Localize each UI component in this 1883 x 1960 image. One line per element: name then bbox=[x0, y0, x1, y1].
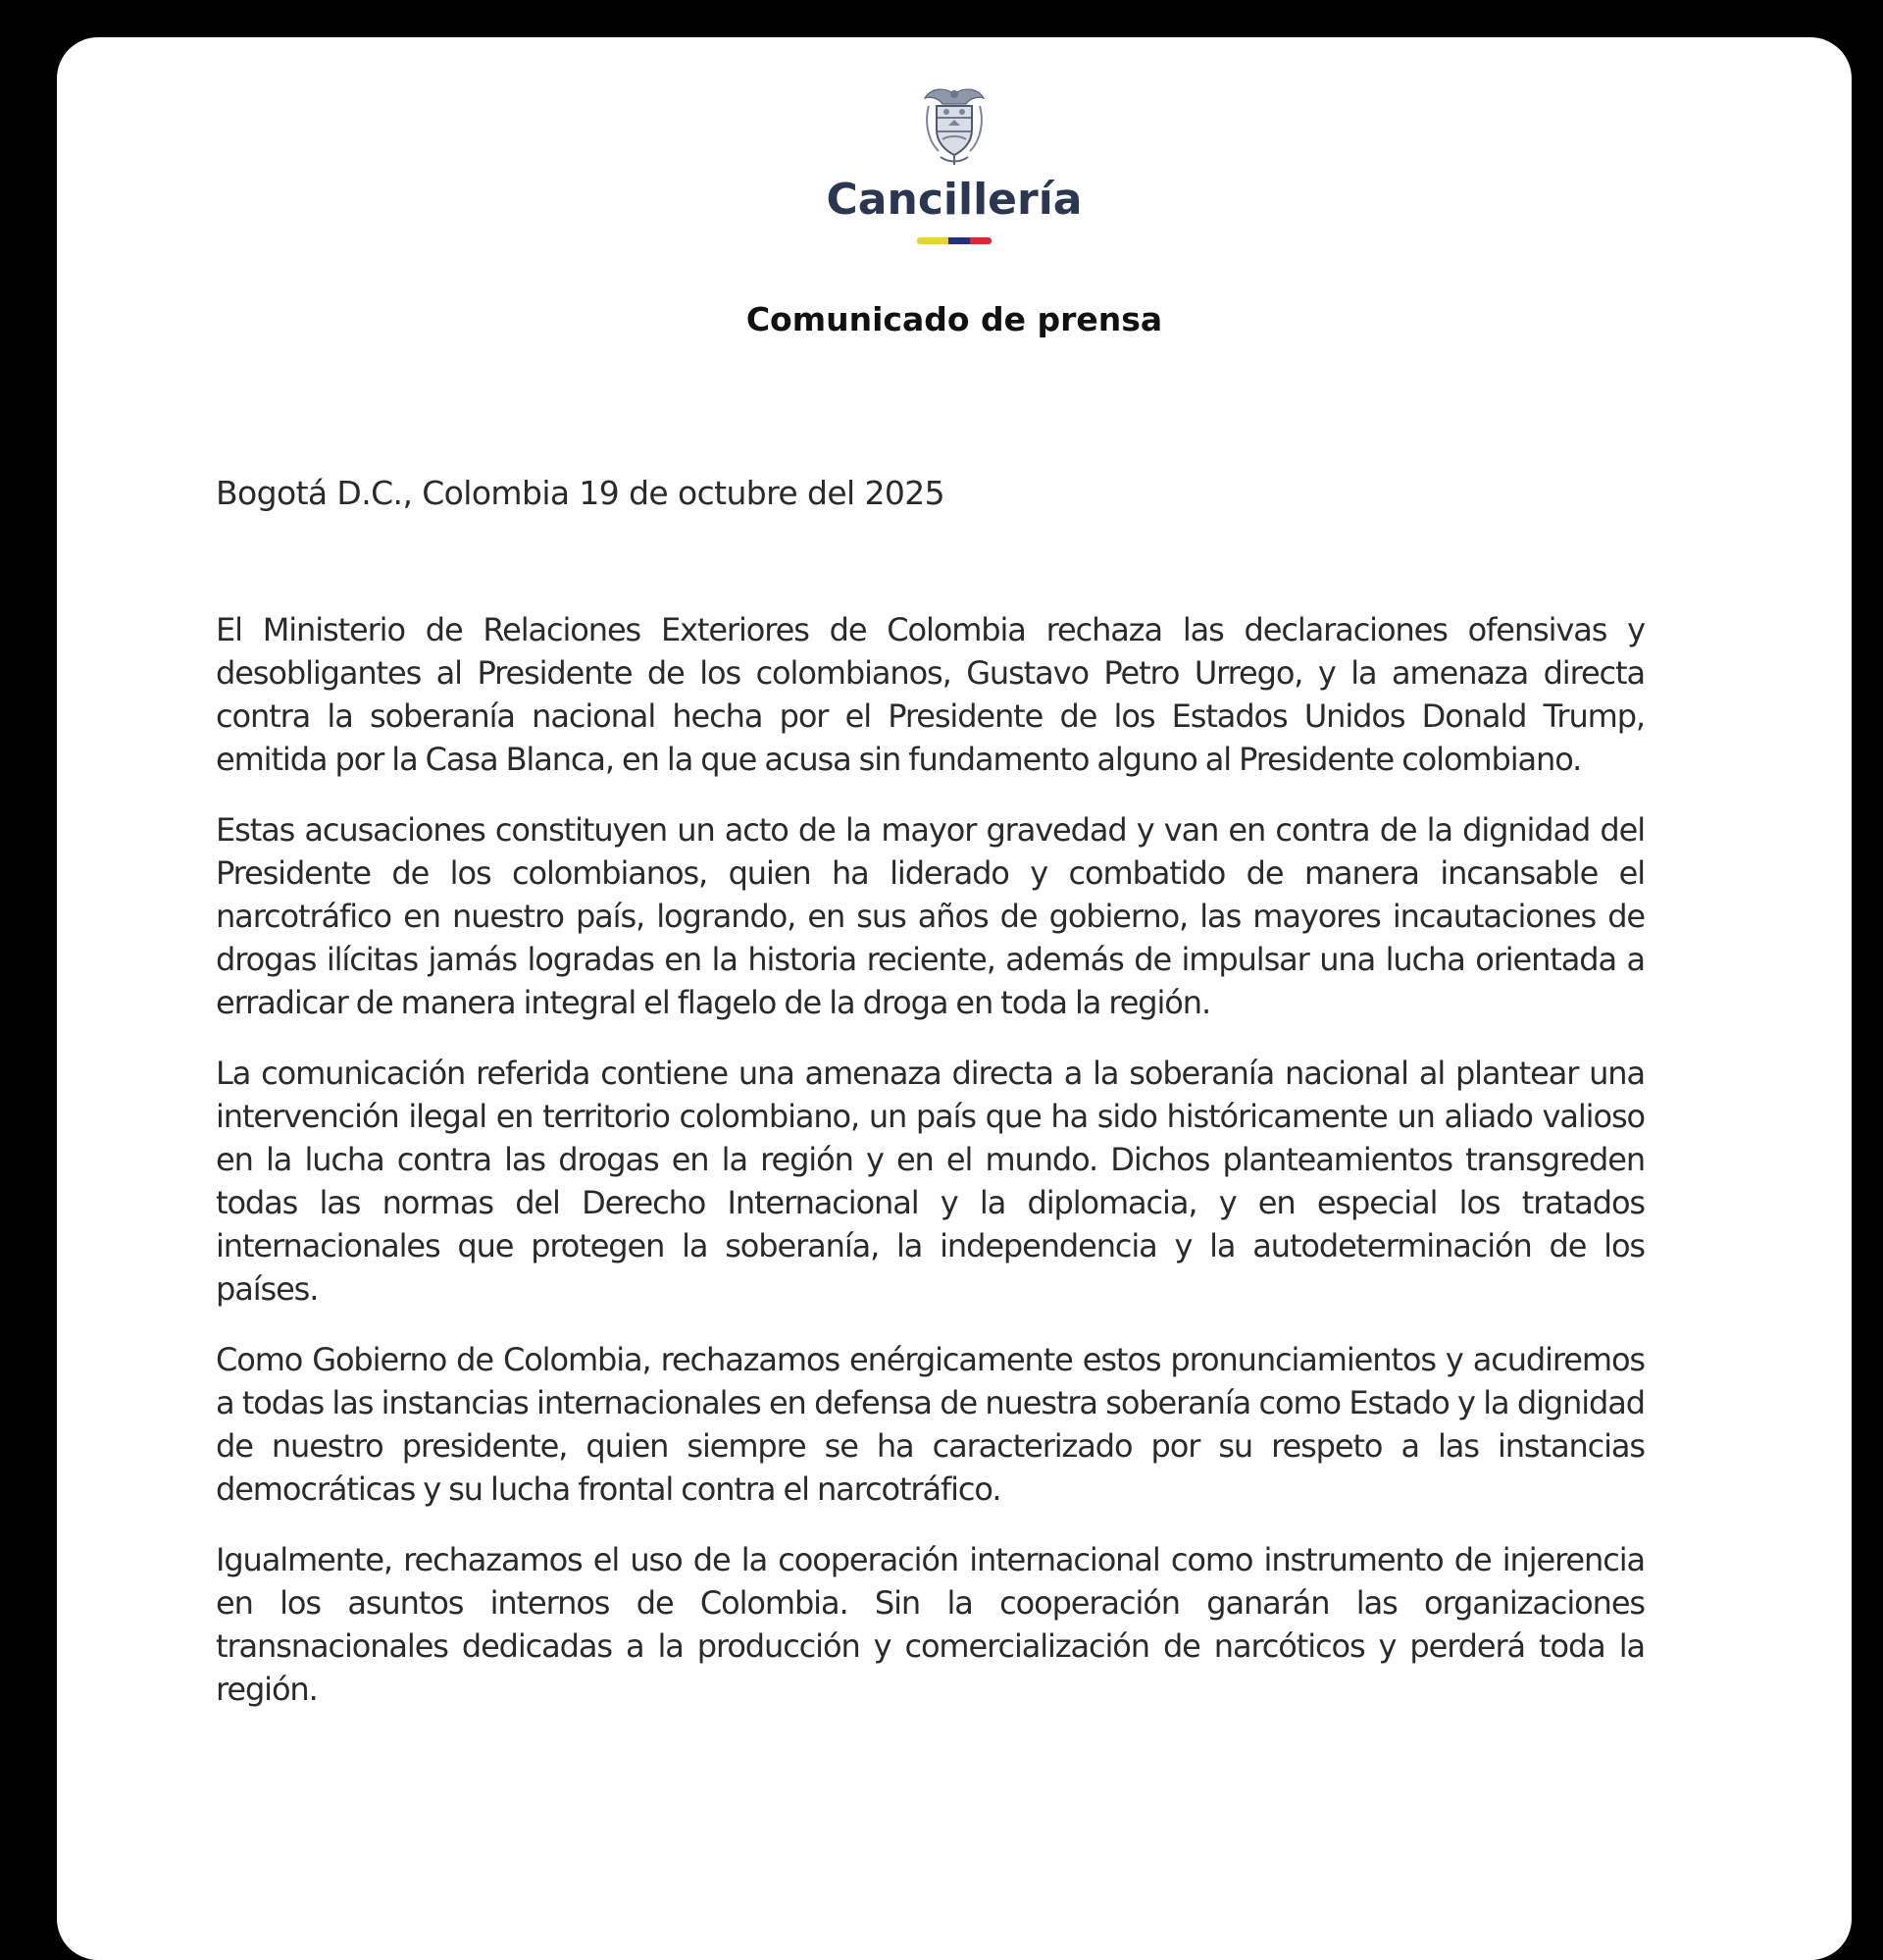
flag-stripe-blue bbox=[948, 237, 970, 244]
dateline: Bogotá D.C., Colombia 19 de octubre del 2025 bbox=[216, 474, 945, 512]
cancilleria-logo bbox=[57, 84, 1852, 244]
press-release-document bbox=[57, 37, 1852, 1960]
document-body bbox=[216, 608, 1645, 1738]
paragraph: Como Gobierno de Colombia, rechazamos enérgicamente estos pronunciamientos y acudiremos a todas las instancias internacionales en defensa de nuestra soberanía como Estado y la dignidad de nuestro presidente, quien siempre se ha caracterizado por su respeto a las instancias democráticas y su lucha frontal contra el narcotráfico. bbox=[216, 1341, 1645, 1508]
document-title: Comunicado de prensa bbox=[745, 300, 1163, 338]
paragraph: Igualmente, rechazamos el uso de la cooperación internacional como instrumento de injerencia en los asuntos internos de Colombia. Sin la cooperación ganarán las organizaciones transnacionales dedicadas a la producción y comercialización de narcóticos y perderá toda la región. bbox=[216, 1541, 1645, 1708]
colombia-coat-of-arms-icon bbox=[917, 84, 992, 167]
paragraph: Estas acusaciones constituyen un acto de la mayor gravedad y van en contra de la dignidad del Presidente de los colombianos, quien ha liderado y combatido de manera incansable el narcotráfico en nuestro país, logrando, en sus años de gobierno, las mayores incautaciones de drogas ilícitas jamás logradas en la historia reciente, además de impulsar una lucha orientada a erradicar de manera integral el flagelo de la droga en toda la región. bbox=[216, 811, 1645, 1021]
paragraph: La comunicación referida contiene una amenaza directa a la soberanía nacional al plantear una intervención ilegal en territorio colombiano, un país que ha sido históricamente un aliado valioso en la lucha contra las drogas en la región y en el mundo. Dichos planteamientos transgreden todas las normas del Derecho Internacional y la diplomacia, y en especial los tratados internacionales que protegen la soberanía, la independencia y la autodeterminación de los países. bbox=[216, 1055, 1645, 1308]
paragraph: El Ministerio de Relaciones Exteriores de Colombia rechaza las declaraciones ofensivas y desobligantes al Presidente de los colombianos, Gustavo Petro Urrego, y la amenaza directa contra la soberanía nacional hecha por el Presidente de los Estados Unidos Donald Trump, emitida por la Casa Blanca, en la que acusa sin fundamento alguno al Presidente colombiano. bbox=[216, 611, 1645, 778]
flag-stripe-red bbox=[970, 237, 992, 244]
brand-name: Cancillería bbox=[826, 175, 1083, 225]
colombia-flag-stripe bbox=[57, 237, 1852, 244]
flag-stripe-yellow bbox=[917, 237, 948, 244]
